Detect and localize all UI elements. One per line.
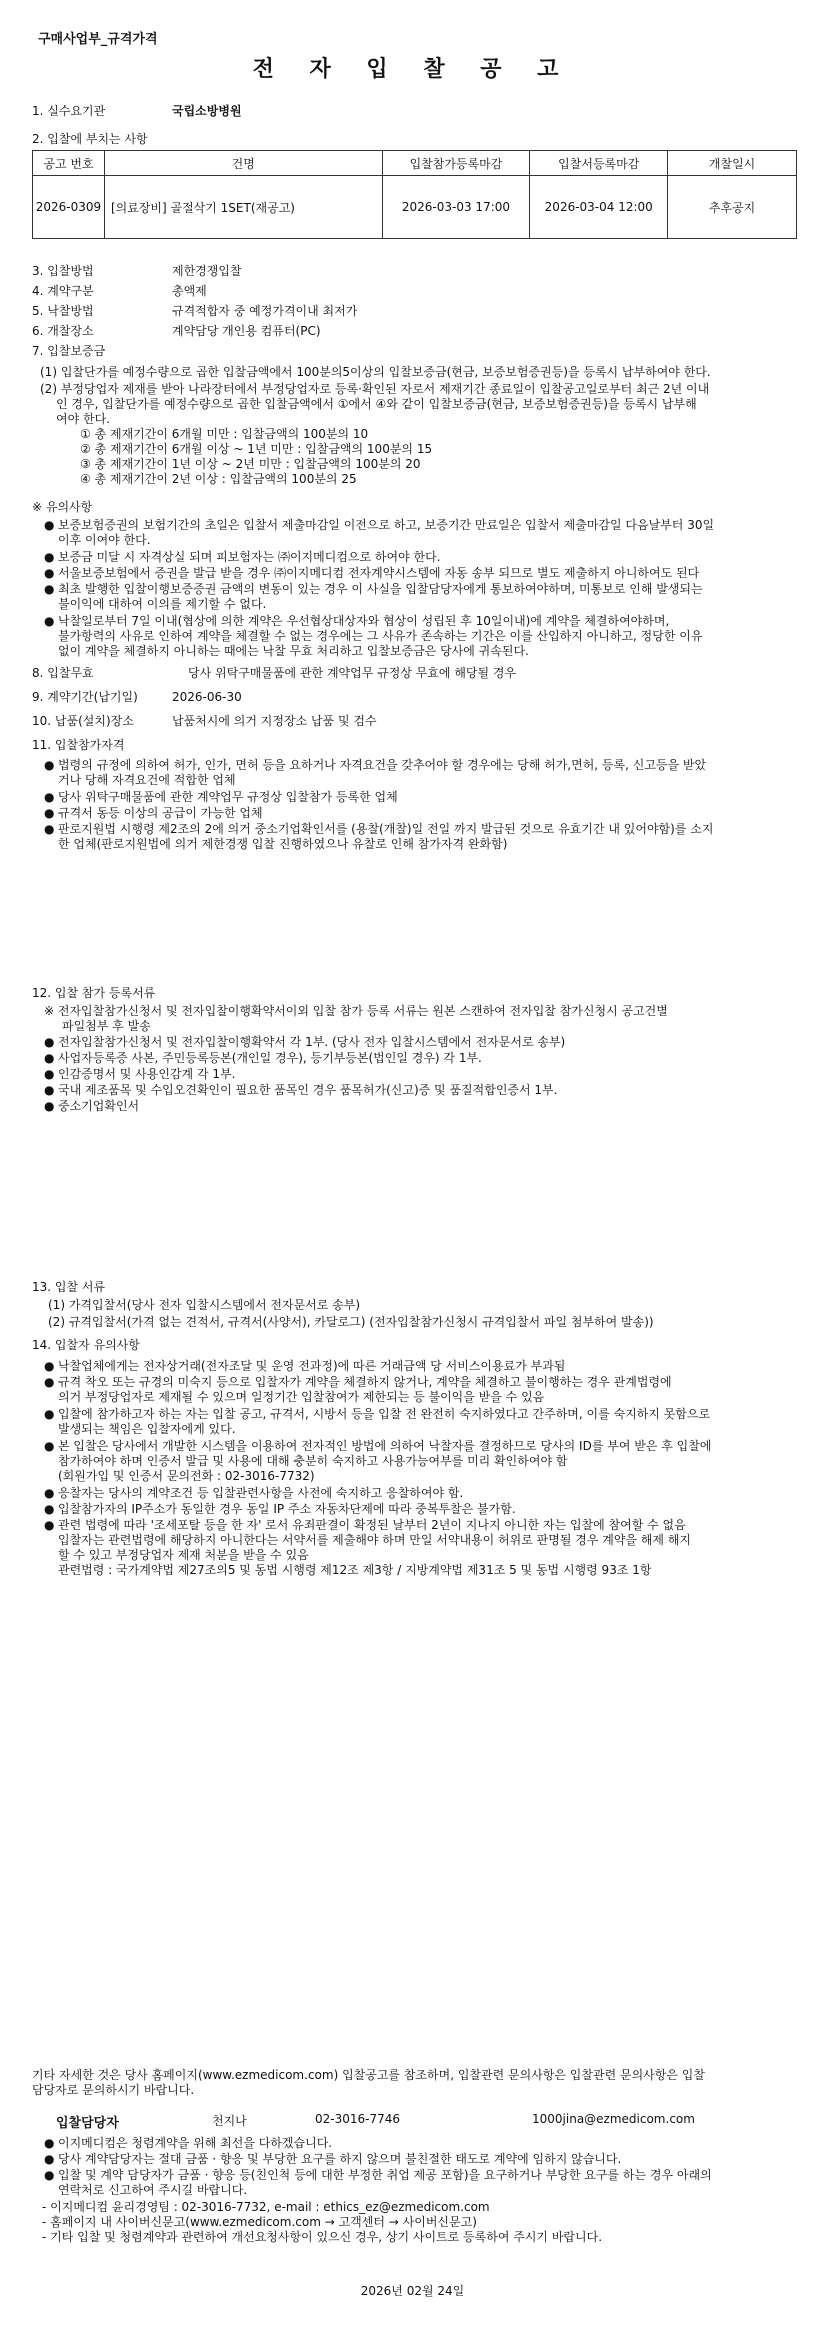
contact-name: 천지나 [212, 2114, 247, 2128]
invalid-bid: 당사 위탁구매물품에 관한 계약업무 규정상 무효에 해당될 경우 [188, 666, 517, 680]
docs-item: ● 전자입찰참가신청서 및 전자입찰이행확약서 각 1부. (당사 전자 입찰시스템에서 전자문서로 송부) [44, 1035, 810, 1050]
contact-label: 입찰담당자 [56, 2116, 119, 2131]
caution-label: ※ 유의사항 [32, 500, 93, 514]
deposit-line-2c: 여야 한다. [56, 412, 110, 426]
section-14-label: 14. 입찰자 유의사항 [32, 1338, 140, 1352]
section-7-label: 7. 입찰보증금 [32, 344, 106, 358]
qual-1b: 거나 당해 자격요건에 적합한 업체 [58, 773, 236, 787]
delivery-place: 납품처시에 의거 지정장소 납품 및 검수 [172, 714, 377, 728]
col-notice-no: 공고 번호 [33, 151, 105, 176]
docs-item: ● 인감증명서 및 사용인감계 각 1부. [44, 1067, 810, 1082]
caution-4b: 불이익에 대하여 이의를 제기할 수 없다. [58, 597, 267, 611]
ethics-contact-2: - 홈페이지 내 사이버신문고(www.ezmedicom.com → 고객센터 → 사이버신문고) [42, 2215, 477, 2229]
caution-5a: 낙찰일로부터 7일 이내(협상에 의한 계약은 우선협상대상자와 협상이 성립된 후 10일이내)에 계약을 체결하여야하며, [58, 614, 670, 628]
ethics-1: 이지메디컴은 청렴계약을 위해 최선을 다하겠습니다. [58, 2136, 333, 2150]
qualification-item: ● 규격서 동등 이상의 공급이 가능한 업체 [44, 806, 810, 821]
qualification-item: ● 법령의 규정에 의하여 허가, 인가, 면허 등을 요하거나 자격요건을 갖추어야 할 경우에는 당해 허가,면허, 등록, 신고등을 받았 거나 당해 자격요건에 적합한 업체 [44, 758, 707, 787]
deposit-line-2b: 인 경우, 입찰단가를 예정수량으로 곱한 입찰금액에서 ①에서 ④와 같이 입찰보증금(현금, 보증보험증권등)을 등록시 납부해 [56, 397, 697, 411]
caution-item: ● 보증금 미달 시 자격상실 되며 피보험자는 ㈜이지메디컴으로 하여야 한다. [44, 550, 810, 565]
note-2b: 의거 부정당업자로 제재될 수 있으며 일정기간 입찰참여가 제한되는 등 불이익을 받을 수 있음 [58, 1390, 545, 1404]
notice-table [32, 150, 797, 239]
ethics-3b: 연락처로 신고하여 주시길 바랍니다. [58, 2183, 248, 2197]
deposit-sub-2: ② 총 제재기간이 6개월 이상 ~ 1년 미만 : 입찰금액의 100분의 15 [80, 442, 433, 456]
docs-2: 사업자등록증 사본, 주민등록등본(개인일 경우), 등기부등본(법인일 경우) 각 1부. [58, 1051, 482, 1065]
section-11-label: 11. 입찰참가자격 [32, 738, 125, 752]
deposit-sub-4: ④ 총 제재기간이 2년 이상 : 입찰금액의 100분의 25 [80, 472, 357, 486]
section-13-label: 13. 입찰 서류 [32, 1280, 106, 1294]
note-7c: 할 수 있고 부정당업자 제재 처분을 받을 수 있음 [58, 1548, 309, 1562]
ethics-3a: 입찰 및 계약 담당자가 금품 · 향응 등(친인척 등에 대한 부정한 취업 제공 포함)을 요구하거나 부당한 요구를 하는 경우 아래의 [58, 2168, 712, 2182]
deposit-line-1: (1) 입찰단가를 예정수량으로 곱한 입찰금액에서 100분의5이상의 입찰보증금(현금, 보증보험증권등)을 등록시 납부하여야 한다. [40, 365, 711, 379]
note-4c: (회원가입 및 인증서 문의전화 : 02-3016-7732) [58, 1469, 315, 1483]
section-1-label: 1. 실수요기관 [32, 104, 106, 118]
award-method: 규격적합자 중 예정가격이내 최저가 [172, 304, 358, 318]
note-7d: 관련법령 : 국가계약법 제27조의5 및 동법 시행령 제12조 제3항 / 지방계약법 제31조 5 및 동법 시행령 93조 1항 [58, 1563, 652, 1577]
footer-intro-a: 기타 자세한 것은 당사 홈페이지(www.ezmedicom.com) 입찰공고를 참조하며, 입찰관련 문의사항은 입찰관련 문의사항은 입찰 [32, 2068, 705, 2082]
caution-5b: 불가항력의 사유로 인하여 계약을 체결할 수 없는 경우에는 그 사유가 존속하는 기간은 이를 산입하지 아니하고, 정당한 이유 [58, 629, 703, 643]
caution-2: 보증금 미달 시 자격상실 되며 피보험자는 ㈜이지메디컴으로 하여야 한다. [58, 550, 441, 564]
department-label: 구매사업부_규격가격 [38, 32, 158, 47]
contact-email[interactable]: 1000jina@ezmedicom.com [532, 2112, 695, 2126]
docs-item: ● 중소기업확인서 [44, 1099, 810, 1114]
section-5-label: 5. 낙찰방법 [32, 304, 94, 318]
col-bid-deadline: 입찰서등록마감 [530, 151, 668, 176]
docs-note-a: ※ 전자입찰참가신청서 및 전자입찰이행확약서이외 입찰 참가 등록 서류는 원본 스캔하여 전자입찰 참가신청시 공고건별 [44, 1004, 668, 1018]
qual-4a: 판로지원법 시행령 제2조의 2에 의거 중소기업확인서를 (용찰(개찰)일 전일 까지 발급된 것으로 유효기간 내 있어야함)를 소지 [58, 822, 714, 836]
opening-place: 계약담당 개인용 컴퓨터(PC) [172, 324, 321, 338]
bid-method: 제한경쟁입찰 [172, 264, 242, 278]
notice-item: ● 입찰에 참가하고자 하는 자는 입찰 공고, 규격서, 시방서 등을 입찰 전 완전히 숙지하였다고 간주하며, 이를 숙지하지 못함으로 발생되는 책임은 입찰자에게 있다. [44, 1407, 711, 1436]
caution-1b: 이후 이여야 한다. [58, 533, 151, 547]
cell-opening-date: 추후공지 [668, 176, 797, 239]
demand-agency: 국립소방병원 [172, 104, 242, 118]
col-item-name: 건명 [104, 151, 382, 176]
docs-item: ● 사업자등록증 사본, 주민등록등본(개인일 경우), 등기부등본(법인일 경우) 각 1부. [44, 1051, 810, 1066]
contract-type: 총액제 [172, 284, 207, 298]
qual-2: 당사 위탁구매물품에 관한 계약업무 규정상 입찰참가 등록한 업체 [58, 790, 398, 804]
ethics-contact-3: - 기타 입찰 및 청렴계약과 관련하여 개선요청사항이 있으신 경우, 상기 사이트로 등록하여 주시기 바랍니다. [42, 2230, 603, 2244]
docs-note-b: 파일첨부 후 발송 [62, 1019, 151, 1033]
docs-3: 인감증명서 및 사용인감계 각 1부. [58, 1067, 236, 1081]
docs-item: ● 국내 제조품목 및 수입오견확인이 필요한 품목인 경우 품목허가(신고)증 및 품질적합인증서 1부. [44, 1083, 810, 1098]
ethics-contact-1: - 이지메디컴 윤리경영팀 : 02-3016-7732, e-mail : ethics_ez@ezmedicom.com [42, 2200, 490, 2214]
ethics-item: ● 이지메디컴은 청렴계약을 위해 최선을 다하겠습니다. [44, 2136, 810, 2151]
note-7a: 관련 법령에 따라 '조세포탈 등을 한 자' 로서 유죄판결이 확정된 날부터 2년이 지나지 아니한 자는 입찰에 참여할 수 없음 [58, 1518, 686, 1532]
section-6-label: 6. 개찰장소 [32, 324, 94, 338]
docs-1: 전자입찰참가신청서 및 전자입찰이행확약서 각 1부. (당사 전자 입찰시스템에서 전자문서로 송부) [58, 1035, 566, 1049]
qual-1a: 법령의 규정에 의하여 허가, 인가, 면허 등을 요하거나 자격요건을 갖추어야 할 경우에는 당해 허가,면허, 등록, 신고등을 받았 [58, 758, 707, 772]
ethics-2: 당사 계약담당자는 절대 금품 · 향응 및 부당한 요구를 하지 않으며 불친절한 태도로 계약에 임하지 않습니다. [58, 2152, 622, 2166]
qual-4b: 한 업체(판로지원법에 의거 제한경쟁 입찰 진행하였으나 유찰로 인해 참가자격 완화함) [58, 837, 508, 851]
notice-item: ● 응찰자는 당사의 계약조건 등 입찰관련사항을 사전에 숙지하고 응찰하여야 함. [44, 1486, 810, 1501]
deposit-line-2a: (2) 부정당업자 제재를 받아 나라장터에서 부정당업자로 등록·확인된 자로서 제재기간 종료일이 입찰공고일로부터 최근 2년 이내 [40, 382, 710, 396]
ethics-item: ● 당사 계약담당자는 절대 금품 · 향응 및 부당한 요구를 하지 않으며 불친절한 태도로 계약에 임하지 않습니다. [44, 2152, 810, 2167]
caution-item: ● 낙찰일로부터 7일 이내(협상에 의한 계약은 우선협상대상자와 협상이 성립된 후 10일이내)에 계약을 체결하여야하며, 불가항력의 사유로 인하여 계약을 체결할 수 없는 경우에는 그 사유가 존속하는 기간은 이를 산입하지 아니하고, 정당한 이유 없이 계약을 체결하지 아니하는 때에는 낙찰 무효 처리하고 입찰보증금은 당사에 귀속된다. [44, 614, 703, 658]
contract-period: 2026-06-30 [172, 690, 242, 704]
caution-item: ● 최초 발행한 입찰이행보증증권 금액의 변동이 있는 경우 이 사실을 입찰담당자에게 통보하여야하며, 미통보로 인해 발생되는 불이익에 대하여 이의를 제기할 수 없다. [44, 582, 703, 611]
caution-1a: 보증보험증권의 보험기간의 초일은 입찰서 제출마감일 이전으로 하고, 보증기간 만료일은 입찰서 제출마감일 다음날부터 30일 [58, 518, 715, 532]
cell-item-name: [의료장비] 골절삭기 1SET(재공고) [104, 176, 382, 239]
note-4a: 본 입찰은 당사에서 개발한 시스템을 이용하여 전자적인 방법에 의하여 낙찰자를 결정하므로 당사의 ID를 부여 받은 후 입찰에 [58, 1439, 712, 1453]
docs-5: 중소기업확인서 [58, 1099, 140, 1113]
table-header-row [33, 151, 797, 176]
notice-item: ● 낙찰업체에게는 전자상거래(전자조달 및 운영 전과정)에 따른 거래금액 당 서비스이용료가 부과됨 [44, 1359, 810, 1374]
table-row [33, 176, 797, 239]
cell-notice-no: 2026-0309 [33, 176, 105, 239]
section-3-label: 3. 입찰방법 [32, 264, 94, 278]
caution-item: ● 서울보증보험에서 증권을 발급 받을 경우 ㈜이지메디컴 전자계약시스템에 자동 송부 되므로 별도 제출하지 아니하여도 된다 [44, 566, 810, 581]
bid-doc-1: (1) 가격입찰서(당사 전자 입찰시스템에서 전자문서로 송부) [48, 1298, 361, 1312]
page-title: 전 자 입 찰 공 고 [252, 57, 573, 82]
deposit-sub-3: ③ 총 제재기간이 1년 이상 ~ 2년 미만 : 입찰금액의 100분의 20 [80, 457, 421, 471]
notice-item: ● 관련 법령에 따라 '조세포탈 등을 한 자' 로서 유죄판결이 확정된 날부터 2년이 지나지 아니한 자는 입찰에 참여할 수 없음 입찰자는 관련법령에 해당하지 아니한다는 서약서를 제출해야 하며 만일 서약내용이 허위로 판명될 경우 계약을 해제 해지 할 수 있고 부정당업자 제재 처분을 받을 수 있음 관련법령 : 국가계약법 제27조의5 및 동법 시행령 제12조 제3항 / 지방계약법 제31조 5 및 동법 시행령 93조 1항 [44, 1518, 692, 1577]
col-opening-date: 개찰일시 [668, 151, 797, 176]
qualification-item: ● 판로지원법 시행령 제2조의 2에 의거 중소기업확인서를 (용찰(개찰)일 전일 까지 발급된 것으로 유효기간 내 있어야함)를 소지 한 업체(판로지원법에 의거 제한경쟁 입찰 진행하였으나 유찰로 인해 참가자격 완화함) [44, 822, 714, 851]
qualification-item: ● 당사 위탁구매물품에 관한 계약업무 규정상 입찰참가 등록한 업체 [44, 790, 810, 805]
section-12-label: 12. 입찰 참가 등록서류 [32, 986, 156, 1000]
note-1: 낙찰업체에게는 전자상거래(전자조달 및 운영 전과정)에 따른 거래금액 당 서비스이용료가 부과됨 [58, 1359, 566, 1373]
contact-phone: 02-3016-7746 [315, 2112, 401, 2126]
notice-item: ● 본 입찰은 당사에서 개발한 시스템을 이용하여 전자적인 방법에 의하여 낙찰자를 결정하므로 당사의 ID를 부여 받은 후 입찰에 참가하여야 하며 인증서 발급 및 사용에 대해 충분히 숙지하고 사용가능여부를 미리 확인하여야 함 (회원가입 및 인증서 문의전화 : 02-3016-7732) [44, 1439, 712, 1483]
section-4-label: 4. 계약구분 [32, 284, 94, 298]
section-2-label: 2. 입찰에 부치는 사항 [32, 132, 148, 146]
deposit-sub-1: ① 총 제재기간이 6개월 미만 : 입찰금액의 100분의 10 [80, 427, 369, 441]
ethics-item: ● 입찰 및 계약 담당자가 금품 · 향응 등(친인척 등에 대한 부정한 취업 제공 포함)을 요구하거나 부당한 요구를 하는 경우 아래의 연락처로 신고하여 주시길 바랍니다. [44, 2168, 712, 2197]
notice-item: ● 규격 착오 또는 규경의 미숙지 등으로 입찰자가 계약을 체결하지 않거나, 계약을 체결하고 불이행하는 경우 관계법령에 의거 부정당업자로 제재될 수 있으며 일정기간 입찰참여가 제한되는 등 불이익을 받을 수 있음 [44, 1375, 672, 1404]
notice-item: ● 입찰참가자의 IP주소가 동일한 경우 동일 IP 주소 자동차단제에 따라 중복투찰은 불가함. [44, 1502, 810, 1517]
qual-3: 규격서 동등 이상의 공급이 가능한 업체 [58, 806, 263, 820]
note-2a: 규격 착오 또는 규경의 미숙지 등으로 입찰자가 계약을 체결하지 않거나, 계약을 체결하고 불이행하는 경우 관계법령에 [58, 1375, 672, 1389]
section-10-label: 10. 납품(설치)장소 [32, 714, 134, 728]
cell-bid-deadline: 2026-03-04 12:00 [530, 176, 668, 239]
cell-reg-deadline: 2026-03-03 17:00 [382, 176, 530, 239]
note-3b: 발생되는 책임은 입찰자에게 있다. [58, 1422, 236, 1436]
footer-intro-b: 담당자로 문의하시기 바랍니다. [32, 2083, 195, 2097]
caution-item: ● 보증보험증권의 보험기간의 초일은 입찰서 제출마감일 이전으로 하고, 보증기간 만료일은 입찰서 제출마감일 다음날부터 30일 이후 이여야 한다. [44, 518, 715, 547]
section-8-label: 8. 입찰무효 [32, 666, 94, 680]
section-9-label: 9. 계약기간(납기일) [32, 690, 138, 704]
docs-4: 국내 제조품목 및 수입오견확인이 필요한 품목인 경우 품목허가(신고)증 및 품질적합인증서 1부. [58, 1083, 558, 1097]
note-7b: 입찰자는 관련법령에 해당하지 아니한다는 서약서를 제출해야 하며 만일 서약내용이 허위로 판명될 경우 계약을 해제 해지 [58, 1533, 692, 1547]
note-4b: 참가하여야 하며 인증서 발급 및 사용에 대해 충분히 숙지하고 사용가능여부를 미리 확인하여야 함 [58, 1454, 568, 1468]
caution-5c: 없이 계약을 체결하지 아니하는 때에는 낙찰 무효 처리하고 입찰보증금은 당사에 귀속된다. [58, 644, 529, 658]
note-6: 입찰참가자의 IP주소가 동일한 경우 동일 IP 주소 자동차단제에 따라 중복투찰은 불가함. [58, 1502, 516, 1516]
caution-4a: 최초 발행한 입찰이행보증증권 금액의 변동이 있는 경우 이 사실을 입찰담당자에게 통보하여야하며, 미통보로 인해 발생되는 [58, 582, 703, 596]
note-5: 응찰자는 당사의 계약조건 등 입찰관련사항을 사전에 숙지하고 응찰하여야 함. [58, 1486, 464, 1500]
bid-doc-2: (2) 규격입찰서(가격 없는 견적서, 규격서(사양서), 카달로그) (전자입찰참가신청시 규격입찰서 파일 첨부하여 발송)) [48, 1315, 654, 1329]
caution-3: 서울보증보험에서 증권을 발급 받을 경우 ㈜이지메디컴 전자계약시스템에 자동 송부 되므로 별도 제출하지 아니하여도 된다 [58, 566, 700, 580]
notice-date: 2026년 02월 24일 [360, 2284, 465, 2298]
note-3a: 입찰에 참가하고자 하는 자는 입찰 공고, 규격서, 시방서 등을 입찰 전 완전히 숙지하였다고 간주하며, 이를 숙지하지 못함으로 [58, 1407, 711, 1421]
col-reg-deadline: 입찰참가등록마감 [382, 151, 530, 176]
